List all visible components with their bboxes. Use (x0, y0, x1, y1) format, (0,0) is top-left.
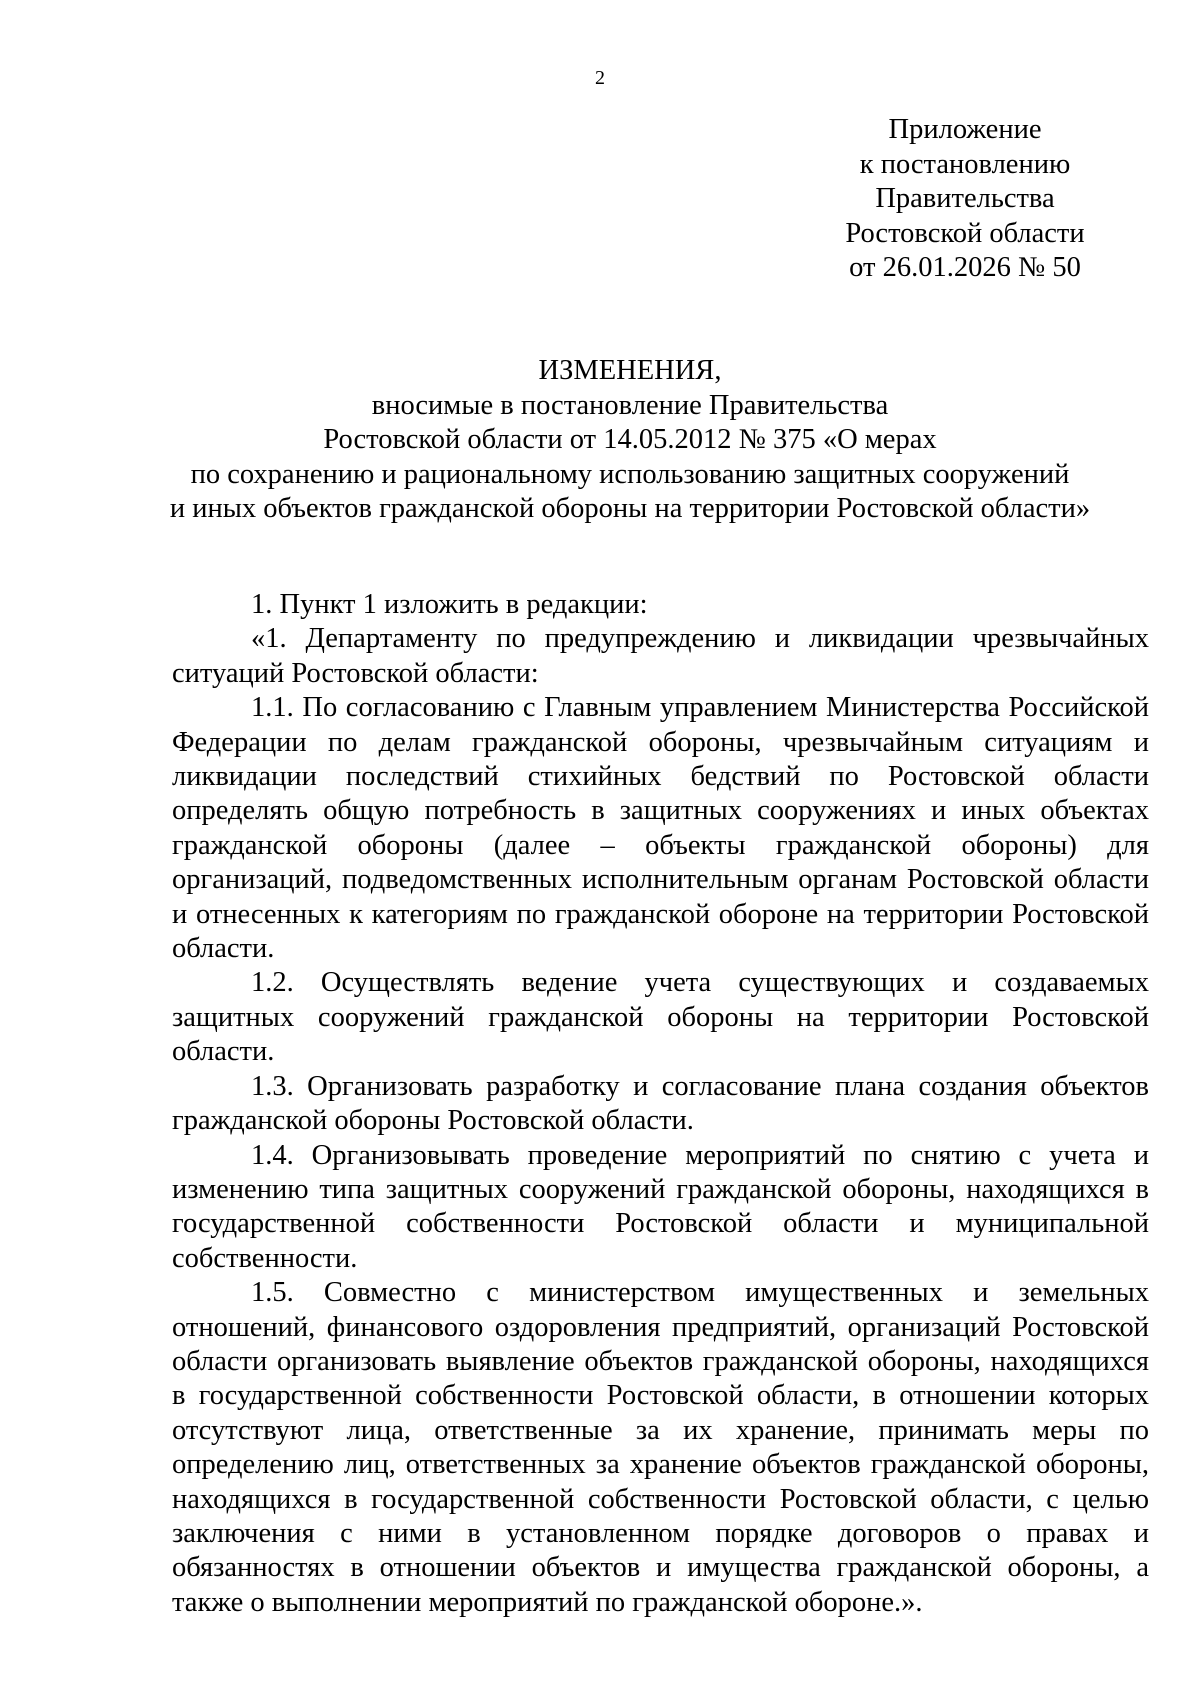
paragraph: 1. Пункт 1 изложить в редакции: (251, 589, 648, 620)
document-body (172, 588, 1149, 1620)
paragraph: 1.5. Совместно с министерством имущественных и земельных отношений, финансового оздоровления предприятий, организаций Ростовской области организовать выявление объектов гражданской обороны, находящихся в государственной собственности Ростовской области, в отношении которых отсутствуют лица, ответственные за их хранение, принимать меры по определению лиц, ответственных за хранение объектов гражданской обороны, находящихся в государственной собственности Ростовской области, с целью заключения с ними в установленном порядке договоров о правах и обязанностях в отношении объектов и имущества гражданской обороны, а также о выполнении мероприятий по гражданской обороне.». (172, 1277, 1149, 1618)
title-line: вносимые в постановление Правительства (371, 389, 889, 421)
paragraph: 1.2. Осуществлять ведение учета существующих и создаваемых защитных сооружений гражданской обороны на территории Ростовской области. (172, 967, 1149, 1068)
document-title (150, 354, 1110, 527)
paragraph: 1.4. Организовывать проведение мероприятий по снятию с учета и изменению типа защитных сооружений гражданской обороны, находящихся в государственной собственности Ростовской области и муниципальной собственности. (172, 1139, 1149, 1274)
appendix-line: к постановлению (859, 148, 1071, 180)
paragraph: «1. Департаменту по предупреждению и ликвидации чрезвычайных ситуаций Ростовской области: (172, 623, 1149, 689)
paragraph: 1.3. Организовать разработку и согласование плана создания объектов гражданской обороны Ростовской области. (172, 1070, 1149, 1137)
title-line: Ростовской области от 14.05.2012 № 375 «О мерах (323, 424, 937, 455)
appendix-line: Приложение (888, 114, 1042, 145)
title-line: по сохранению и рациональному использованию защитных сооружений (190, 458, 1070, 490)
appendix-line: Правительства (875, 183, 1055, 214)
page-number: 2 (595, 67, 605, 89)
title-line: и иных объектов гражданской обороны на территории Ростовской области» (169, 493, 1091, 524)
appendix-line: от 26.01.2026 № 50 (849, 252, 1081, 283)
appendix-line: Ростовской области (845, 217, 1085, 249)
appendix-stamp (820, 113, 1110, 286)
paragraph: 1.1. По согласованию с Главным управлением Министерства Российской Федерации по делам гражданской обороны, чрезвычайным ситуациям и ликвидации последствий стихийных бедствий по Ростовской области определять общую потребность в защитных сооружениях и иных объектах гражданской обороны (далее – объекты гражданской обороны) для организаций, подведомственных исполнительным органам Ростовской области и отнесенных к категориям по гражданской обороне на территории Ростовской области. (172, 692, 1149, 965)
title-heading: ИЗМЕНЕНИЯ, (538, 355, 722, 386)
